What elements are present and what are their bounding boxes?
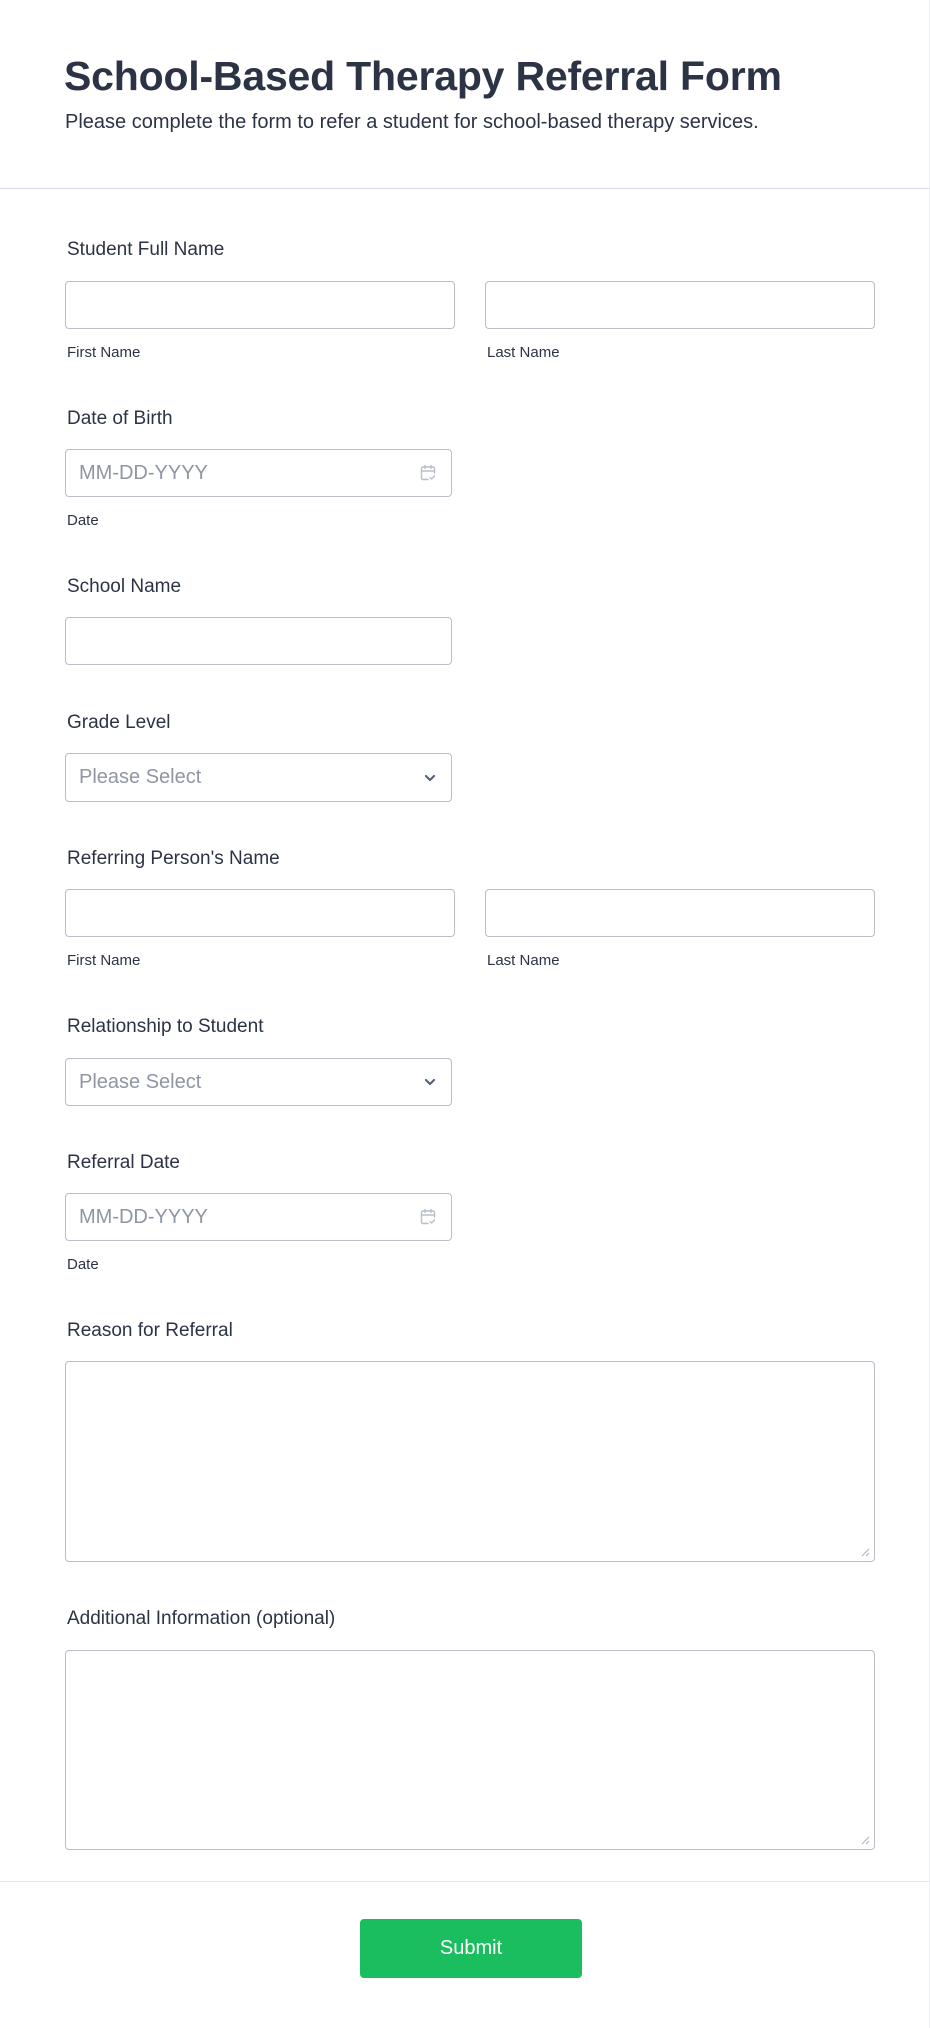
student-name-label: Student Full Name: [67, 239, 225, 260]
relationship-selected: Please Select: [79, 1070, 202, 1093]
header-divider: [0, 188, 930, 189]
dob-label: Date of Birth: [67, 408, 173, 429]
footer-divider: [0, 1881, 930, 1882]
student-first-name-sublabel: First Name: [67, 344, 141, 361]
submit-button[interactable]: Submit: [360, 1919, 582, 1978]
resize-handle-icon[interactable]: [861, 1836, 870, 1845]
referral-date-placeholder: MM-DD-YYYY: [79, 1205, 208, 1228]
additional-info-textarea[interactable]: [65, 1650, 875, 1850]
referrer-first-name-sublabel: First Name: [67, 952, 141, 969]
referral-date-input[interactable]: [65, 1193, 452, 1241]
grade-level-select[interactable]: [65, 753, 452, 802]
referral-date-label: Referral Date: [67, 1152, 180, 1173]
chevron-down-icon: [423, 771, 437, 785]
referrer-last-name-input[interactable]: [485, 889, 875, 937]
school-name-label: School Name: [67, 576, 182, 597]
relationship-select[interactable]: [65, 1058, 452, 1106]
dob-input[interactable]: [65, 449, 452, 497]
reason-label: Reason for Referral: [67, 1320, 233, 1341]
referral-date-sublabel: Date: [67, 1256, 99, 1273]
referrer-last-name-sublabel: Last Name: [487, 952, 560, 969]
grade-level-selected: Please Select: [79, 766, 202, 788]
student-last-name-input[interactable]: [485, 281, 875, 329]
calendar-icon[interactable]: [419, 1208, 437, 1226]
grade-level-label: Grade Level: [67, 712, 171, 733]
chevron-down-icon: [423, 1075, 437, 1089]
referrer-name-label: Referring Person's Name: [67, 848, 280, 869]
student-last-name-sublabel: Last Name: [487, 344, 560, 361]
relationship-label: Relationship to Student: [67, 1016, 264, 1037]
dob-placeholder: MM-DD-YYYY: [79, 461, 208, 484]
reason-textarea[interactable]: [65, 1361, 875, 1562]
referrer-first-name-input[interactable]: [65, 889, 455, 937]
page-title: School-Based Therapy Referral Form: [64, 53, 782, 99]
additional-info-label: Additional Information (optional): [67, 1608, 336, 1629]
student-first-name-input[interactable]: [65, 281, 455, 329]
dob-sublabel: Date: [67, 512, 99, 529]
calendar-icon[interactable]: [419, 464, 437, 482]
page-subtitle: Please complete the form to refer a student for school-based therapy services.: [65, 111, 759, 133]
school-name-input[interactable]: [65, 617, 452, 665]
resize-handle-icon[interactable]: [861, 1548, 870, 1557]
